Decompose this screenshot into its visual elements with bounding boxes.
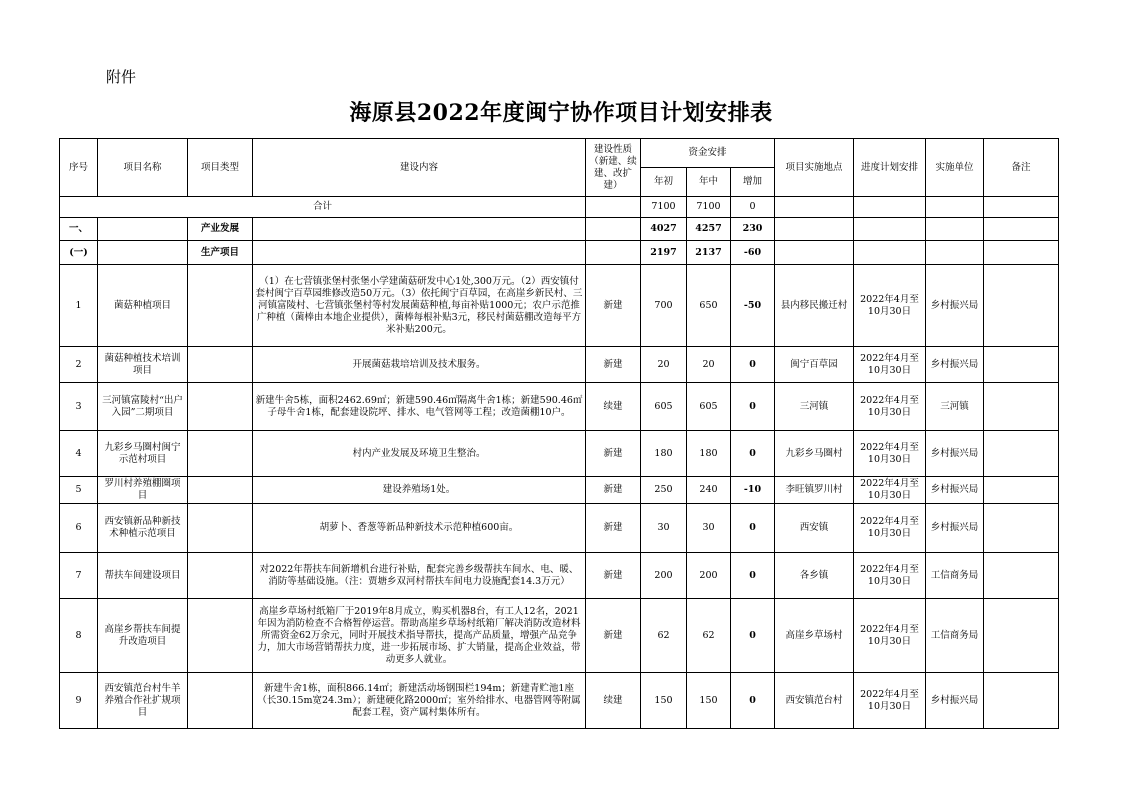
row-increase: 0 xyxy=(731,673,775,729)
row-increase: 0 xyxy=(731,383,775,431)
table-row xyxy=(60,599,1059,673)
project-plan-table xyxy=(59,138,1059,729)
row-seq: 4 xyxy=(60,431,98,477)
row-nature: 新建 xyxy=(586,599,641,673)
header-schedule: 进度计划安排 xyxy=(854,139,926,197)
row-midyear: 240 xyxy=(687,477,731,504)
row-seq: 3 xyxy=(60,383,98,431)
row-nature: 新建 xyxy=(586,347,641,383)
section-increase: 230 xyxy=(731,218,775,241)
header-nature: 建设性质（新建、续建、改扩建） xyxy=(586,139,641,197)
row-location: 县内移民搬迁村 xyxy=(775,265,854,347)
header-midyear: 年中 xyxy=(687,168,731,197)
row-midyear: 20 xyxy=(687,347,731,383)
row-type xyxy=(188,599,253,673)
row-schedule: 2022年4月至10月30日 xyxy=(854,383,926,431)
row-unit: 乡村振兴局 xyxy=(926,347,984,383)
row-type xyxy=(188,504,253,553)
row-initial: 605 xyxy=(641,383,687,431)
row-increase: 0 xyxy=(731,347,775,383)
row-unit: 工信商务局 xyxy=(926,553,984,599)
total-midyear: 7100 xyxy=(687,197,731,218)
row-location: 李旺镇罗川村 xyxy=(775,477,854,504)
row-seq: 9 xyxy=(60,673,98,729)
header-row xyxy=(60,139,1059,168)
row-remarks xyxy=(984,477,1059,504)
table-row xyxy=(60,553,1059,599)
row-nature: 新建 xyxy=(586,477,641,504)
row-unit: 乡村振兴局 xyxy=(926,504,984,553)
row-name: 三河镇富陵村“出户入园”二期项目 xyxy=(98,383,188,431)
row-remarks xyxy=(984,553,1059,599)
row-location: 高崖乡草场村 xyxy=(775,599,854,673)
row-midyear: 180 xyxy=(687,431,731,477)
table-row xyxy=(60,347,1059,383)
header-increase: 增加 xyxy=(731,168,775,197)
row-nature: 新建 xyxy=(586,265,641,347)
header-name: 项目名称 xyxy=(98,139,188,197)
header-unit: 实施单位 xyxy=(926,139,984,197)
row-schedule: 2022年4月至10月30日 xyxy=(854,265,926,347)
row-content: 高崖乡草场村纸箱厂于2019年8月成立，购买机器8台，有工人12名，2021年因为消防检查不合格暂停运营。帮助高崖乡草场村纸箱厂解决消防改造材料所需资金62万余元，同时开展技术指导帮扶，提高产品质量，增强产品竞争力，加大市场营销帮扶力度，进一步拓展市场、扩大销量，提高企业效益，带动更多人就业。 xyxy=(253,599,586,673)
section-initial: 4027 xyxy=(641,218,687,241)
row-unit: 工信商务局 xyxy=(926,599,984,673)
table-row xyxy=(60,477,1059,504)
row-content: 胡萝卜、香葱等新品种新技术示范种植600亩。 xyxy=(253,504,586,553)
header-seq: 序号 xyxy=(60,139,98,197)
subsection-seq: (一) xyxy=(60,241,98,265)
row-name: 高崖乡帮扶车间提升改造项目 xyxy=(98,599,188,673)
row-location: 西安镇范台村 xyxy=(775,673,854,729)
row-content: 村内产业发展及环境卫生整治。 xyxy=(253,431,586,477)
row-initial: 62 xyxy=(641,599,687,673)
row-remarks xyxy=(984,599,1059,673)
row-nature: 新建 xyxy=(586,553,641,599)
row-seq: 1 xyxy=(60,265,98,347)
row-name: 九彩乡马圈村闽宁示范村项目 xyxy=(98,431,188,477)
row-content: 建设养殖场1处。 xyxy=(253,477,586,504)
row-midyear: 605 xyxy=(687,383,731,431)
row-content: 新建牛舍1栋，面积866.14㎡；新建活动场钢围栏194m；新建青贮池1座（长30.15m宽24.3m）；新建硬化路2000㎡；室外给排水、电器管网等附属配套工程，资产属村集体所有。 xyxy=(253,673,586,729)
row-increase: 0 xyxy=(731,504,775,553)
total-nature xyxy=(586,197,641,218)
row-nature: 新建 xyxy=(586,504,641,553)
row-unit: 三河镇 xyxy=(926,383,984,431)
row-name: 菌菇种植项目 xyxy=(98,265,188,347)
row-schedule: 2022年4月至10月30日 xyxy=(854,599,926,673)
header-content: 建设内容 xyxy=(253,139,586,197)
row-type xyxy=(188,553,253,599)
row-schedule: 2022年4月至10月30日 xyxy=(854,347,926,383)
row-name: 菌菇种植技术培训项目 xyxy=(98,347,188,383)
row-name: 帮扶车间建设项目 xyxy=(98,553,188,599)
total-increase: 0 xyxy=(731,197,775,218)
row-schedule: 2022年4月至10月30日 xyxy=(854,553,926,599)
section-seq: 一、 xyxy=(60,218,98,241)
row-midyear: 650 xyxy=(687,265,731,347)
table-row xyxy=(60,383,1059,431)
row-location: 各乡镇 xyxy=(775,553,854,599)
row-schedule: 2022年4月至10月30日 xyxy=(854,477,926,504)
row-increase: -10 xyxy=(731,477,775,504)
header-initial: 年初 xyxy=(641,168,687,197)
header-location: 项目实施地点 xyxy=(775,139,854,197)
row-location: 闽宁百草园 xyxy=(775,347,854,383)
row-unit: 乡村振兴局 xyxy=(926,673,984,729)
row-unit: 乡村振兴局 xyxy=(926,265,984,347)
row-midyear: 30 xyxy=(687,504,731,553)
subsection-type: 生产项目 xyxy=(188,241,253,265)
row-content: （1）在七营镇张堡村张堡小学建菌菇研发中心1处,300万元。（2）西安镇付套村闽宁百草园维修改造50万元。（3）依托闽宁百草园，在高崖乡新民村、三河镇富陵村、七营镇张堡村等村发展菌菇种植,每亩补贴1000元；农户示范推广种植（菌棒由本地企业提供），菌棒每根补贴3元，移民村菌菇棚改造每平方米补贴200元。 xyxy=(253,265,586,347)
total-row xyxy=(60,197,1059,218)
section-row xyxy=(60,218,1059,241)
row-initial: 150 xyxy=(641,673,687,729)
row-seq: 5 xyxy=(60,477,98,504)
total-initial: 7100 xyxy=(641,197,687,218)
table-row xyxy=(60,673,1059,729)
row-content: 新建牛舍5栋，面积2462.69㎡；新建590.46㎡隔离牛舍1栋；新建590.46㎡子母牛舍1栋，配套建设院坪、排水、电气管网等工程；改造菌棚10户。 xyxy=(253,383,586,431)
section-midyear: 4257 xyxy=(687,218,731,241)
row-type xyxy=(188,347,253,383)
row-remarks xyxy=(984,347,1059,383)
row-initial: 250 xyxy=(641,477,687,504)
row-initial: 180 xyxy=(641,431,687,477)
row-initial: 200 xyxy=(641,553,687,599)
row-increase: 0 xyxy=(731,599,775,673)
row-midyear: 200 xyxy=(687,553,731,599)
header-funds: 资金安排 xyxy=(641,139,775,168)
row-nature: 续建 xyxy=(586,673,641,729)
row-unit: 乡村振兴局 xyxy=(926,431,984,477)
subsection-increase: -60 xyxy=(731,241,775,265)
row-unit: 乡村振兴局 xyxy=(926,477,984,504)
row-type xyxy=(188,673,253,729)
section-type: 产业发展 xyxy=(188,218,253,241)
row-increase: 0 xyxy=(731,553,775,599)
row-content: 开展菌菇栽培培训及技术服务。 xyxy=(253,347,586,383)
row-content: 对2022年帮扶车间新增机台进行补贴，配套完善乡级帮扶车间水、电、暖、消防等基础设施。（注：贾塘乡双河村帮扶车间电力设施配套14.3万元） xyxy=(253,553,586,599)
row-type xyxy=(188,383,253,431)
total-label: 合计 xyxy=(60,197,586,218)
row-schedule: 2022年4月至10月30日 xyxy=(854,673,926,729)
row-initial: 20 xyxy=(641,347,687,383)
row-name: 西安镇新品种新技术种植示范项目 xyxy=(98,504,188,553)
row-seq: 8 xyxy=(60,599,98,673)
row-name: 罗川村养殖棚圈项目 xyxy=(98,477,188,504)
row-location: 西安镇 xyxy=(775,504,854,553)
row-name: 西安镇范台村牛羊养殖合作社扩规项目 xyxy=(98,673,188,729)
row-location: 三河镇 xyxy=(775,383,854,431)
row-schedule: 2022年4月至10月30日 xyxy=(854,504,926,553)
row-initial: 700 xyxy=(641,265,687,347)
subsection-midyear: 2137 xyxy=(687,241,731,265)
table-row xyxy=(60,504,1059,553)
row-remarks xyxy=(984,431,1059,477)
row-increase: -50 xyxy=(731,265,775,347)
subsection-initial: 2197 xyxy=(641,241,687,265)
row-midyear: 62 xyxy=(687,599,731,673)
subsection-row xyxy=(60,241,1059,265)
row-schedule: 2022年4月至10月30日 xyxy=(854,431,926,477)
row-remarks xyxy=(984,265,1059,347)
row-remarks xyxy=(984,673,1059,729)
table-row xyxy=(60,265,1059,347)
header-type: 项目类型 xyxy=(188,139,253,197)
row-increase: 0 xyxy=(731,431,775,477)
row-nature: 续建 xyxy=(586,383,641,431)
row-seq: 6 xyxy=(60,504,98,553)
row-location: 九彩乡马圈村 xyxy=(775,431,854,477)
row-seq: 2 xyxy=(60,347,98,383)
page-title: 海原县2022年度闽宁协作项目计划安排表 xyxy=(349,100,773,126)
row-remarks xyxy=(984,383,1059,431)
header-remarks: 备注 xyxy=(984,139,1059,197)
row-remarks xyxy=(984,504,1059,553)
row-nature: 新建 xyxy=(586,431,641,477)
row-midyear: 150 xyxy=(687,673,731,729)
row-seq: 7 xyxy=(60,553,98,599)
row-initial: 30 xyxy=(641,504,687,553)
attachment-label: 附件 xyxy=(106,68,137,86)
row-type xyxy=(188,477,253,504)
row-type xyxy=(188,431,253,477)
table-row xyxy=(60,431,1059,477)
row-type xyxy=(188,265,253,347)
